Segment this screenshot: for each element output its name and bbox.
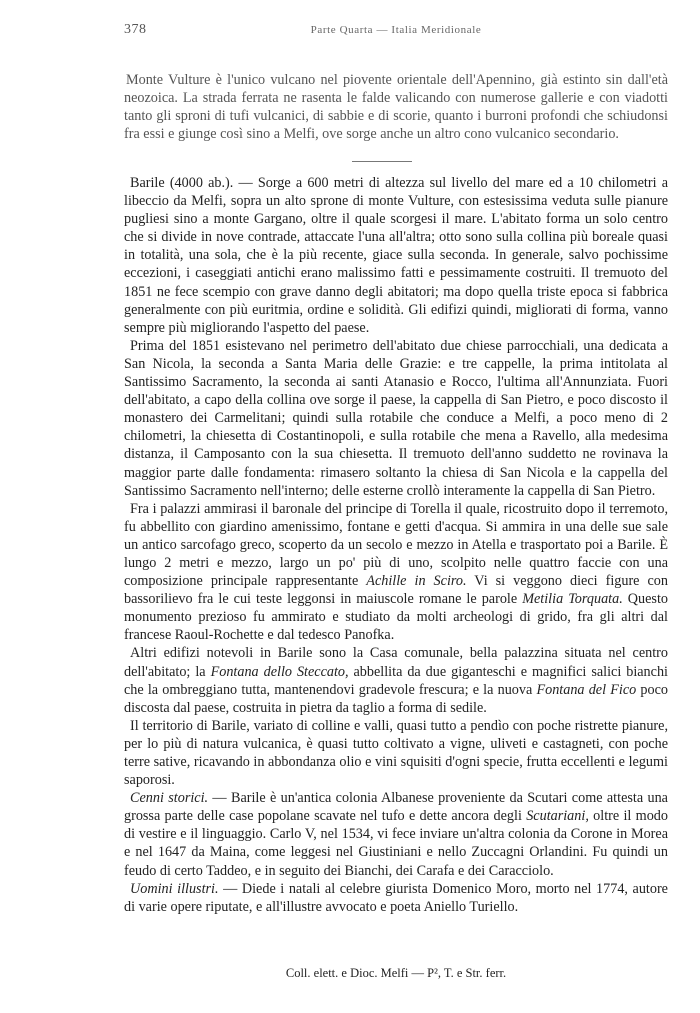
term-scutariani: Scutariani,	[526, 808, 589, 825]
section-divider	[352, 161, 412, 162]
palaces-text-2: Vi si veggono dieci figure con bassorilievo fra le cui teste leggonsi in maiuscole romane le parole	[124, 573, 668, 608]
paragraph-palaces	[124, 500, 668, 645]
history-text-2: oltre il modo di vestire e il linguaggio. Carlo V, nel 1534, vi fece inviare un'altra colonia da Corone in Morea e nel 1647 da Maina, come leggesi nel Giustiniani e nello Zuccagni Orlandini. Fu quindi un feudo di certo Taddeo, e in seguito dei Bianchi, dei Carafa e dei Caracciolo.	[124, 808, 668, 879]
paragraph-barile: Barile (4000 ab.). — Sorge a 600 metri di altezza sul livello del mare ed a 10 chilometri a libeccio da Melfi, sopra un alto sprone di monte Vulture, con estesissima veduta sulle pianure pugliesi sino a monte Gargano, oltre il quale scorgesi il mare. L'abitato forma un solo centro che si divide in nove contrade, attaccate l'una all'altra; otto sono sulla collina più boreale quasi in totalità, una sola, che è la più recente, giace sulla seconda. In generale, salvo pochissime eccezioni, i caseggiati antichi erano malissimo fatti e pessimamente costruiti. Il tremuoto del 1851 ne fece scempio con grave danno degli abitatori; ma dopo quella triste epoca si fabbrica generalmente con più euritmia, ordine e solidità. Gli edifizi quindi, migliorati di forma, vanno sempre più migliorando l'aspetto del paese.	[124, 175, 668, 336]
history-text-1: — Barile è un'antica colonia Albanese proveniente da Scutari come attesta una grossa parte delle case popolane scavate nel tufo e dette ancora degli	[124, 790, 668, 825]
intro-paragraph-block	[124, 71, 668, 143]
palaces-text-3: Questo monumento prezioso fu ammirato e studiato da molti archeologi di grido, fra gli altri dal francese Raoul-Rochette e dal tedesco Panofka.	[124, 591, 668, 644]
buildings-text-2: abbellita da due giganteschi e magnifici salici bianchi che la ombreggiano tutta, mantenendovi gradevole frescura; e la nuova	[124, 663, 668, 698]
fountain-fico: Fontana del Fico	[536, 681, 637, 698]
artwork-title-achille: Achille in Sciro.	[366, 573, 467, 590]
heading-uomini-illustri: Uomini illustri.	[130, 880, 219, 897]
buildings-text-3: poco discosta dal paese, costruita in pietra da taglio a forma di sedile.	[124, 681, 668, 716]
heading-cenni-storici: Cenni storici.	[130, 790, 209, 807]
paragraph-buildings	[124, 644, 668, 716]
footer-administrative-note: Coll. elett. e Dioc. Melfi — P², T. e Str. ferr.	[285, 966, 507, 980]
paragraph-churches: Prima del 1851 esistevano nel perimetro dell'abitato due chiese parrocchiali, una dedicata a San Nicola, la seconda a Santa Maria delle Grazie: e tre cappelle, la prima intitolata al Santissimo Sacramento, la seconda ai santi Atanasio e Rocco, l'ultima all'Annunziata. Fuori dell'abitato, a capo della collina ove sorge il paese, la cappella di San Pietro, e poco discosto il monastero dei Carmelitani; quindi sulla rotabile che conduce a Melfi, a poco meno di 2 chilometri, la chiesetta di Costantinopoli, e sulla rotabile che mena a Ravello, alla medesima distanza, il Camposanto con la sua chiesetta. Il tremuoto dell'anno suddetto ne rovinava la maggior parte dalle fondamenta: rimasero soltanto la chiesa di San Nicola e la cappella del Santissimo Sacramento nell'interno; delle esterne crollò interamente la cappella di San Pietro.	[124, 337, 668, 499]
notables-text: — Diede i natali al celebre giurista Domenico Moro, morto nel 1774, autore di varie opere riputate, e all'illustre avvocato e poeta Aniello Turiello.	[124, 880, 668, 915]
page-number: 378	[124, 22, 147, 37]
palaces-text-1: Fra i palazzi ammirasi il baronale del principe di Torella il quale, ricostruito dopo il terremoto, fu abbellito con giardino amenissimo, fontane e getti d'acqua. Si ammira in una delle sue sale un antico sarcofago greco, scoperto da un secolo e mezzo in Atella e trasportato poi a Barile. È lungo 2 metri e mezzo, largo un po' più di uno, scolpito nelle quattro faccie con una composizione principale rappresentante	[124, 500, 668, 590]
paragraph-notables	[124, 880, 668, 916]
fountain-steccato: Fontana dello Steccato,	[210, 663, 349, 680]
inscription-metilia: Metilia Torquata.	[522, 591, 623, 608]
main-text	[124, 174, 668, 916]
paragraph-territory: Il territorio di Barile, variato di colline e valli, quasi tutto a pendìo con poche ristrette pianure, per lo più di natura vulcanica, è quasi tutto coltivato a vigne, uliveti e castagneti, con poche terre sative, ricavando in abbondanza olio e vini squisiti d'ogni specie, frutta eccellenti e legumi saporosi.	[124, 717, 668, 789]
page-header	[124, 22, 668, 38]
intro-paragraph: Monte Vulture è l'unico vulcano nel piovente orientale dell'Apennino, già estinto sin dall'età neozoica. La strada ferrata ne rasenta le falde valicando con numerose gallerie e con viadotti tanto gli sproni di tufi vulcanici, di sabbie e di scorie, quanto i burroni profondi che schiudonsi fra essi e giunge così sino a Melfi, ove sorge anche un altro cono vulcanico secondario.	[124, 72, 668, 143]
paragraph-history	[124, 789, 668, 879]
buildings-text-1: Altri edifizi notevoli in Barile sono la Casa comunale, bella palazzina situata nel centro dell'abitato; la	[124, 645, 668, 680]
running-title: Parte Quarta — Italia Meridionale	[310, 24, 482, 36]
